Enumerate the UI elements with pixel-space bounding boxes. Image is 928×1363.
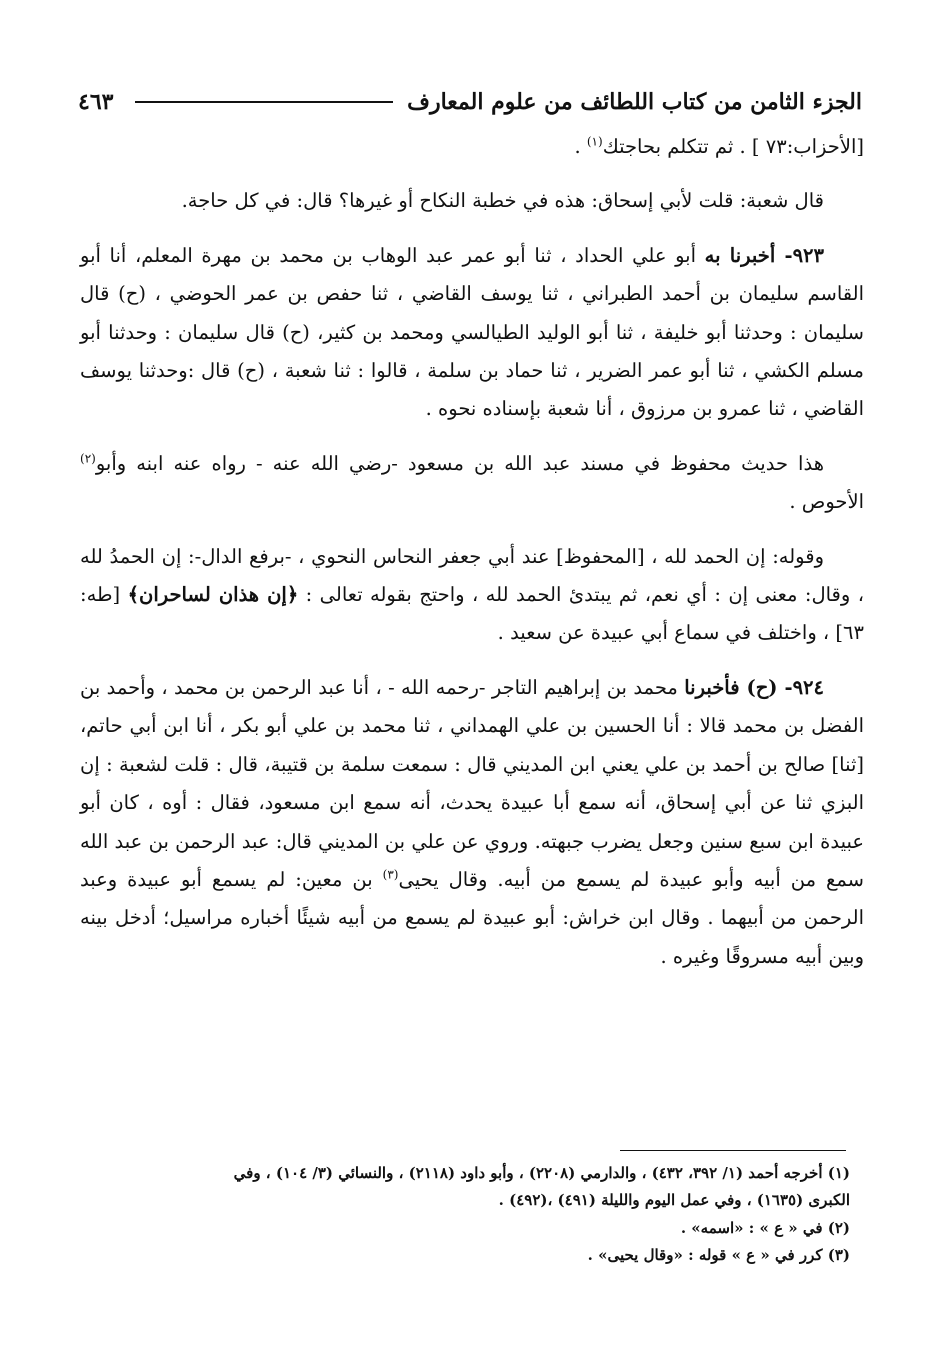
page-number: ٤٦٣ <box>78 89 114 115</box>
paragraph-continuation: [الأحزاب:٧٣ ] . ثم تتكلم بحاجتك$^{(١)}$ . <box>574 134 864 158</box>
paragraph-924: ٩٢٤- (ح) فأخبرنا محمد بن إبراهيم التاجر -رحمه الله - ، أنا عبد الرحمن بن محمد ، وأحمد بن الفضل بن محمد قالا : أنا الحسين بن علي الهمداني ، ثنا محمد بن علي أبو بكر ، أنا ابن أبي حاتم، [ثنا] صالح بن أحمد بن علي يعني ابن المديني قال : سمعت سلمة بن قتيبة، قال : قلت لشعبة : إن البزي ثنا عن أبي إسحاق، أنه سمع أبا عبيدة يحدث، أنه سمع ابن مسعود، فقال : أوه ، كان أبو عبيدة ابن سبع سنين وجعل يضرب جبهته. وروي عن علي بن المديني قال: عبد الرحمن بن عبد الله سمع من أبيه وأبو عبيدة لم يسمع من أبيه. وقال يحيى$^{(٣)}$ بن معين: لم يسمع أبو عبيدة وعبد الرحمن من أبيهما . وقال ابن خراش: أبو عبيدة لم يسمع من أبيه شيئًا أخباره مراسيل؛ أدخل بينه وبين أبيه مسروقًا وغيره . <box>80 675 864 968</box>
footnote-1-continuation: الكبرى (١٦٣٥) ، وفي عمل اليوم والليلة (٤٩١) ،(٤٩٢) . <box>498 1190 850 1209</box>
footnote-3: (٣) كرر في « ع » قوله : «وقال يحيى» . <box>587 1245 850 1264</box>
main-text <box>80 128 864 976</box>
footnote-ref-1: (١) <box>586 134 603 149</box>
hadith-number-924: ٩٢٤- (ح) فأخبرنا <box>684 675 824 699</box>
quran-quote: ﴿إن هذان لساحران﴾ <box>127 583 299 607</box>
paragraph-923: ٩٢٣- أخبرنا به أبو علي الحداد ، ثنا أبو عمر عبد الوهاب بن محمد بن مهرة المعلم، أنا أبو القاسم سليمان بن أحمد الطبراني ، ثنا يوسف القاضي ، ثنا حفص بن عمر الحوضي ، (ح) قال سليمان : وحدثنا أبو خليفة ، ثنا أبو الوليد الطيالسي ومحمد بن كثير، (ح) قال سليمان : وحدثنا أبو مسلم الكشي ، ثنا أبو عمر الضرير ، ثنا حماد بن سلمة ، قالوا : ثنا شعبة ، (ح) قال :وحدثنا يوسف القاضي ، ثنا عمرو بن مرزوق ، أنا شعبة بإسناده نحوه . <box>80 243 864 421</box>
footnote-ref-2: (٢) <box>80 451 96 466</box>
paragraph-qawluh: وقوله: إن الحمد لله ، [المحفوظ] عند أبي جعفر النحاس النحوي ، -برفع الدال-: إن الحمدُ لله ، وقال: معنى إن : أي نعم، ثم يبتدئ الحمد لله ، واحتج بقوله تعالى : ﴿إن هذان لساحران﴾ [طه: ٦٣] ، واختلف في سماع أبي عبيدة عن سعيد . <box>80 544 864 645</box>
footnotes <box>80 1160 850 1268</box>
paragraph-shuba: قال شعبة: قلت لأبي إسحاق: هذه في خطبة النكاح أو غيرها؟ قال: في كل حاجة. <box>181 189 824 213</box>
running-header <box>78 82 862 122</box>
footnote-ref-3: (٣) <box>382 867 399 882</box>
hadith-number-923: ٩٢٣- أخبرنا به <box>704 243 824 267</box>
paragraph-hadith-note: هذا حديث محفوظ في مسند عبد الله بن مسعود -رضي الله عنه - رواه عنه ابنه وأبو$^{(٢)}$ الأحوص . <box>80 451 864 514</box>
book-title: الجزء الثامن من كتاب اللطائف من علوم المعارف <box>407 89 862 115</box>
footnote-separator <box>620 1150 846 1151</box>
header-rule <box>135 101 393 103</box>
footnote-2: (٢) في « ع » : «اسمه» . <box>680 1219 850 1237</box>
footnote-1: (١) أخرجه أحمد (١/ ٣٩٢، ٤٣٢) ، والدارمي (٢٢٠٨) ، وأبو داود (٢١١٨) ، والنسائي (٣/ ١٠٤) ، وفي <box>233 1164 850 1182</box>
